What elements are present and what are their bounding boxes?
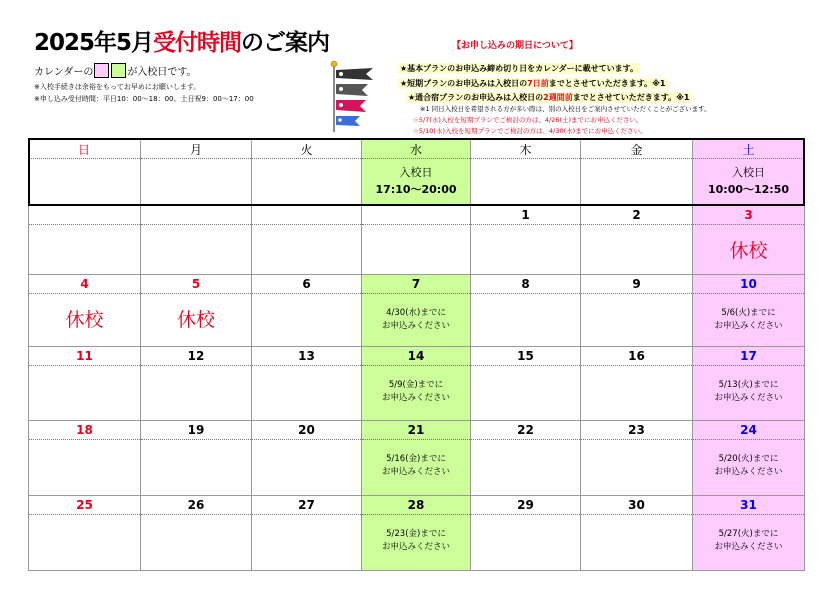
enrollment-label: 入校日 [732,166,765,179]
day-cell [362,496,471,571]
date-number: 22 [517,423,534,437]
deadline-date: 5/6(火)までに [721,308,776,318]
date-number: 16 [628,349,645,363]
day-cell [693,206,805,275]
day-cell [581,347,693,421]
day-cell [141,206,252,275]
weekday-label: 月 [189,143,202,157]
day-cell [28,347,141,421]
closed-label: 休校 [176,309,215,331]
deadline-text: お申込みください [714,321,783,331]
info-note-1: ※1 同日入校日を希望される方が多い際は、別の入校日をご案内させていただくことがございます。 [420,105,711,113]
date-number: 31 [740,498,757,512]
date-number: 6 [302,277,311,291]
deadline-text: お申込みください [381,321,450,331]
info-note-5-7: ☆5/7(水)入校を短期プランでご検討の方は、4/26(土)までにお申込ください。 [413,116,643,124]
date-number: 20 [298,423,315,437]
date-number: 29 [517,498,534,512]
deadline-text: お申込みください [714,467,783,477]
day-cell [28,421,141,496]
date-number: 30 [628,498,645,512]
date-number: 27 [298,498,315,512]
day-cell [141,496,252,571]
info-line-short: ★短期プランのお申込みは入校日の7日前までとさせていただきます。※1 [400,79,666,88]
day-cell [362,275,471,347]
info-line-basic: ★基本プランのお申込み締め切り日をカレンダーに載せています。 [400,64,639,73]
day-cell [362,347,471,421]
day-cell [28,206,141,275]
date-number: 10 [740,277,757,291]
deadline-text: お申込みください [381,393,450,403]
deadline-date: 5/16(金)までに [386,454,446,464]
page-title: 2025年5月受付時間のご案内 [34,30,330,56]
date-number: 8 [521,277,530,291]
enrollment-time: 17:10～20:00 [375,183,457,196]
weekday-label: 火 [300,143,313,157]
info-line-camp: ★通合宿プランのお申込みは入校日の2週間前までとさせていただきます。※1 [408,93,690,102]
date-number: 14 [407,349,425,363]
date-number: 3 [744,208,753,222]
day-cell [581,275,693,347]
weekday-label: 日 [77,143,90,157]
date-number: 18 [76,423,93,437]
legend: カレンダーの が入校日です。 [34,63,197,78]
day-cell [581,496,693,571]
day-cell [581,421,693,496]
info-note-5-10: ☆5/10(水)入校を短期プランでご検討の方は、4/30(水)までにお申込ください。 [413,127,647,135]
day-cell [362,206,471,275]
date-number: 5 [191,277,201,291]
date-number: 19 [187,423,205,437]
day-cell [693,275,805,347]
day-cell [141,421,252,496]
day-cell [252,275,362,347]
deadline-heading: 【お申し込みの期日について】 [452,41,578,51]
date-number: 9 [632,277,641,291]
date-number: 17 [740,349,757,363]
day-cell [693,496,805,571]
closed-label: 休校 [65,309,104,331]
date-number: 13 [298,349,315,363]
legend-pink-swatch [94,63,109,78]
day-cell [471,206,581,275]
day-cell [581,206,693,275]
day-cell [252,206,362,275]
header-border [28,138,805,206]
deadline-text: お申込みください [714,393,783,403]
date-number: 15 [517,349,534,363]
day-cell [471,347,581,421]
deadline-date: 5/9(金)までに [388,380,444,390]
day-cell [141,347,252,421]
deadline-date: 4/30(水)までに [386,308,446,318]
day-cell [471,496,581,571]
deadline-date: 5/23(金)までに [386,529,446,539]
day-cell [28,496,141,571]
date-number: 25 [76,498,93,512]
date-number: 1 [521,208,530,222]
date-number: 11 [76,349,93,363]
day-cell [471,421,581,496]
enrollment-time: 10:00～12:50 [707,183,790,196]
weekday-label: 土 [742,143,755,157]
day-cell [252,496,362,571]
calendar [28,138,805,571]
day-cell [471,275,581,347]
date-number: 7 [411,277,421,291]
deadline-date: 5/13(火)までに [718,380,779,390]
note-hours: ※申し込み受付時間：平日10：00～18：00、土日祝9：00～17：00 [34,95,254,103]
koinobori-icon [328,60,388,132]
note-procedure: ※入校手続きは余裕をもってお早めにお願いします。 [34,83,201,91]
deadline-text: お申込みください [714,542,783,552]
date-number: 26 [187,498,205,512]
date-number: 2 [632,208,641,222]
legend-green-swatch [111,63,126,78]
day-cell [141,275,252,347]
closed-label: 休校 [729,240,768,262]
day-cell [362,421,471,496]
deadline-date: 5/27(火)までに [718,529,779,539]
date-number: 23 [628,423,645,437]
weekday-label: 木 [519,143,532,157]
weekday-label: 水 [409,143,422,157]
day-cell [252,347,362,421]
date-number: 4 [80,277,89,291]
deadline-date: 5/20(火)までに [718,454,779,464]
date-number: 24 [740,423,757,437]
deadline-text: お申込みください [381,542,450,552]
day-cell [28,275,141,347]
day-cell [693,421,805,496]
deadline-text: お申込みください [381,467,450,477]
enrollment-label: 入校日 [399,166,433,179]
date-number: 28 [407,498,425,512]
day-cell [693,347,805,421]
weekday-label: 金 [630,143,643,157]
day-cell [252,421,362,496]
date-number: 12 [187,349,205,363]
date-number: 21 [407,423,425,437]
